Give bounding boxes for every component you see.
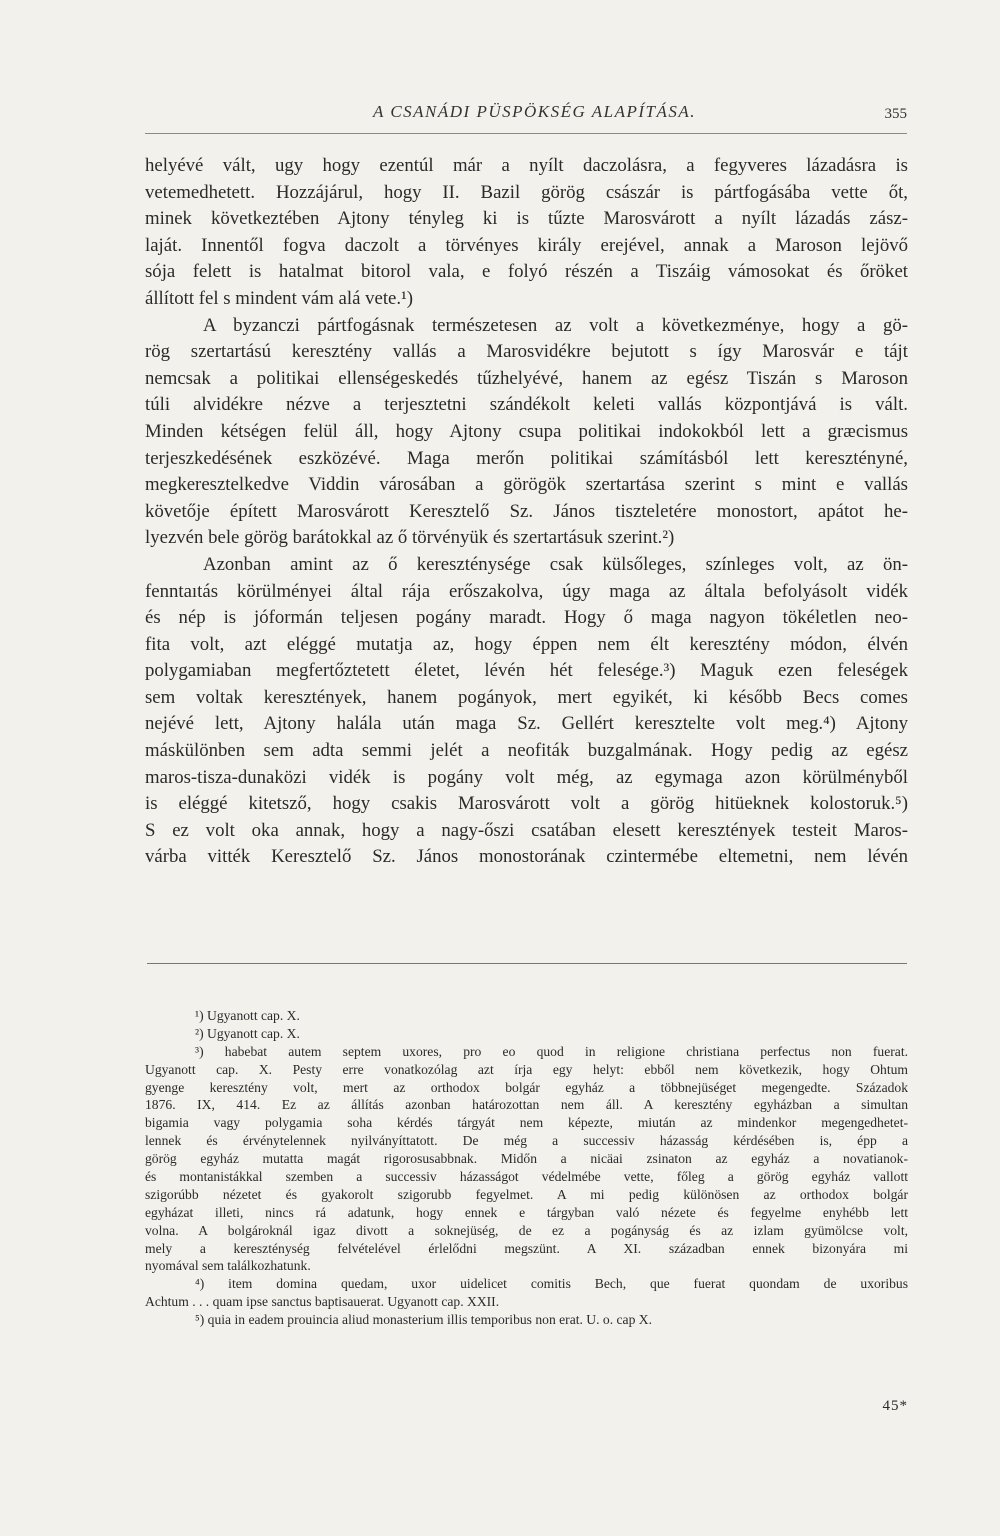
text-line: állított fel s mindent vám alá vete.¹) bbox=[145, 287, 413, 309]
footnote-line: ¹) Ugyanott cap. X. bbox=[195, 1008, 300, 1023]
text-line: túli alvidékre nézve a terjesztetni szándékolt keleti vallás központjává is vált. bbox=[145, 394, 908, 416]
footnote-separator bbox=[147, 963, 907, 964]
text-line: maros-tisza-dunaközi vidék is pogány volt még, az egymaga azon körülményből bbox=[145, 766, 908, 788]
text-line: minek következtében Ajtony tényleg ki is tűzte Marosvárott a nyílt lázadás zász- bbox=[145, 208, 908, 230]
text-line: és nép is jóformán teljesen pogány maradt. Hogy ő maga nagyon tökéletlen neo- bbox=[145, 607, 908, 629]
footnote-line: volna. A bolgároknál igaz divott a soknejüség, de ez a pogányság és az izlam gyümölcse volt, bbox=[145, 1222, 908, 1238]
text-line: máskülönben sem adta semmi jelét a neofiták buzgalmának. Hogy pedig az egész bbox=[145, 740, 908, 762]
text-line: megkeresztelkedve Viddin városában a görögök szertartása szerint s mint e vallás bbox=[145, 474, 908, 496]
footnote-line: ³) habebat autem septem uxores, pro eo quod in religione christiana perfectus non fuerat. bbox=[195, 1043, 908, 1059]
footnote-line: 1876. IX, 414. Ez az állítás azonban határozottan nem áll. A keresztény egyházban a simultan bbox=[145, 1097, 908, 1113]
footnote-line: lennek és érvénytelennek nyilványíttatott. De még a successiv házasság kérdésében is, épp a bbox=[145, 1133, 908, 1149]
footnote-line: szigorúbb nézetet és gyakorolt szigorubb fegyelmet. A mi pedig különösen az orthodox bolgár bbox=[145, 1186, 908, 1202]
text-line: Minden kétségen felül áll, hogy Ajtony csupa politikai indokokból lett a græcismus bbox=[145, 420, 908, 442]
text-line: fenntaıtás körülményei által rája erőszakolva, úgy maga az általa befolyásolt vidék bbox=[145, 580, 908, 602]
text-line: nejévé lett, Ajtony halála után maga Sz. Gellért keresztelte volt meg.⁴) Ajtony bbox=[145, 713, 908, 735]
footnote-line: Achtum . . . quam ipse sanctus baptisauerat. Ugyanott cap. XXII. bbox=[145, 1294, 500, 1310]
text-line: várba vitték Keresztelő Sz. János monostorának czintermébe eltemetni, nem lévén bbox=[145, 846, 908, 868]
text-line: lyezvén bele görög barátokkal az ő törvényük és szertartásuk szerint.²) bbox=[145, 527, 675, 549]
text-line: helyévé vált, ugy hogy ezentúl már a nyílt daczolásra, a fegyveres lázadásra is bbox=[145, 155, 908, 176]
header-rule bbox=[145, 133, 907, 134]
footnote-line: és montanistákkal szemben a successiv házasságot védelmébe vette, főleg a görög egyház vallott bbox=[145, 1169, 908, 1185]
text-line: fita volt, azt eléggé mutatja az, hogy éppen nem élt keresztény módon, élvén bbox=[145, 633, 908, 655]
footnote-line: gyenge keresztény volt, mert az orthodox bolgár egyház a többnejüséget megengedte. Századok bbox=[145, 1079, 908, 1095]
footnote-line: Ugyanott cap. X. Pesty erre vonatkozólag azt írja egy helyt: ebből nem következik, hogy Ohtum bbox=[145, 1061, 908, 1077]
text-line: Azonban amint az ő kereszténysége csak külsőleges, színleges volt, az ön- bbox=[203, 553, 908, 575]
text-line: polygamiaban megfertőztetett életet, lévén hét felesége.³) Maguk ezen feleségek bbox=[145, 660, 908, 682]
text-line: rög szertartású keresztény vallás a Marosvidékre bejutott s így Marosvár e tájt bbox=[145, 341, 908, 363]
text-line: is eléggé kitetsző, hogy csakis Marosvárott volt a görög hitüeknek kolostoruk.⁵) bbox=[145, 793, 908, 815]
footnote-line: ²) Ugyanott cap. X. bbox=[195, 1025, 300, 1041]
footnote-line: bigamia vagy polygamia soha kérdés tárgyát nem képezte, miután az mindenkor megengedhetet- bbox=[145, 1115, 908, 1131]
text-line: sója felett is hatalmat bitorol vala, e folyó részén a Tiszáig vámosokat és őröket bbox=[145, 261, 908, 283]
text-line: sem voltak keresztények, hanem pogányok, mert egyikét, ki később Becs comes bbox=[145, 686, 908, 708]
footnote-line: görög egyház mutatta magát rigorosusabbnak. Midőn a nicäai zsinaton az egyház a novatianok- bbox=[145, 1151, 908, 1167]
running-head: A CSANÁDI PÜSPÖKSÉG ALAPÍTÁSA. bbox=[373, 102, 696, 121]
text-line: terjeszkedésének eszközévé. Maga merőn politikai számításból lett keresztényné, bbox=[145, 447, 908, 469]
signature-mark: 45* bbox=[882, 1398, 908, 1414]
text-line: S ez volt oka annak, hogy a nagy-őszi csatában elesett keresztények testeit Maros- bbox=[145, 819, 908, 841]
text-line: nemcsak a politikai ellenségeskedés tűzhelyévé, hanem az egész Tiszán s Maroson bbox=[145, 367, 908, 389]
footnote-line: egyházat illeti, nincs rá adatunk, hogy ennek e tárgyban való nézete és fegyelme enyhébb lett bbox=[145, 1204, 908, 1220]
footnote-line: mely a kereszténység felvételével érlelődni megszünt. A XI. században ennek bizonyára mi bbox=[145, 1240, 908, 1256]
footnotes bbox=[145, 1007, 908, 1329]
footnote-line: nyomával sem találkozhatunk. bbox=[145, 1258, 311, 1274]
footnote-line: ⁵) quia in eadem prouincia aliud monasterium illis temporibus non erat. U. o. cap X. bbox=[195, 1312, 652, 1328]
text-line: vetemedhetett. Hozzájárul, hogy II. Bazil görög császár is pártfogásába vette őt, bbox=[145, 181, 908, 203]
text-line: A byzanczi pártfogásnak természetesen az volt a következménye, hogy a gö- bbox=[203, 314, 908, 336]
text-line: laját. Innentől fogva daczolt a törvényes király erejével, annak a Maroson lejövő bbox=[145, 234, 908, 256]
page-number: 355 bbox=[884, 106, 907, 122]
body-text bbox=[145, 153, 908, 871]
footnote-line: ⁴) item domina quedam, uxor uidelicet comitis Bech, que fuerat quondam de uxoribus bbox=[195, 1276, 908, 1292]
page-header bbox=[145, 100, 907, 136]
text-line: követője épített Marosvárott Keresztelő Sz. János tiszteletére monostort, apátot he- bbox=[145, 500, 908, 522]
